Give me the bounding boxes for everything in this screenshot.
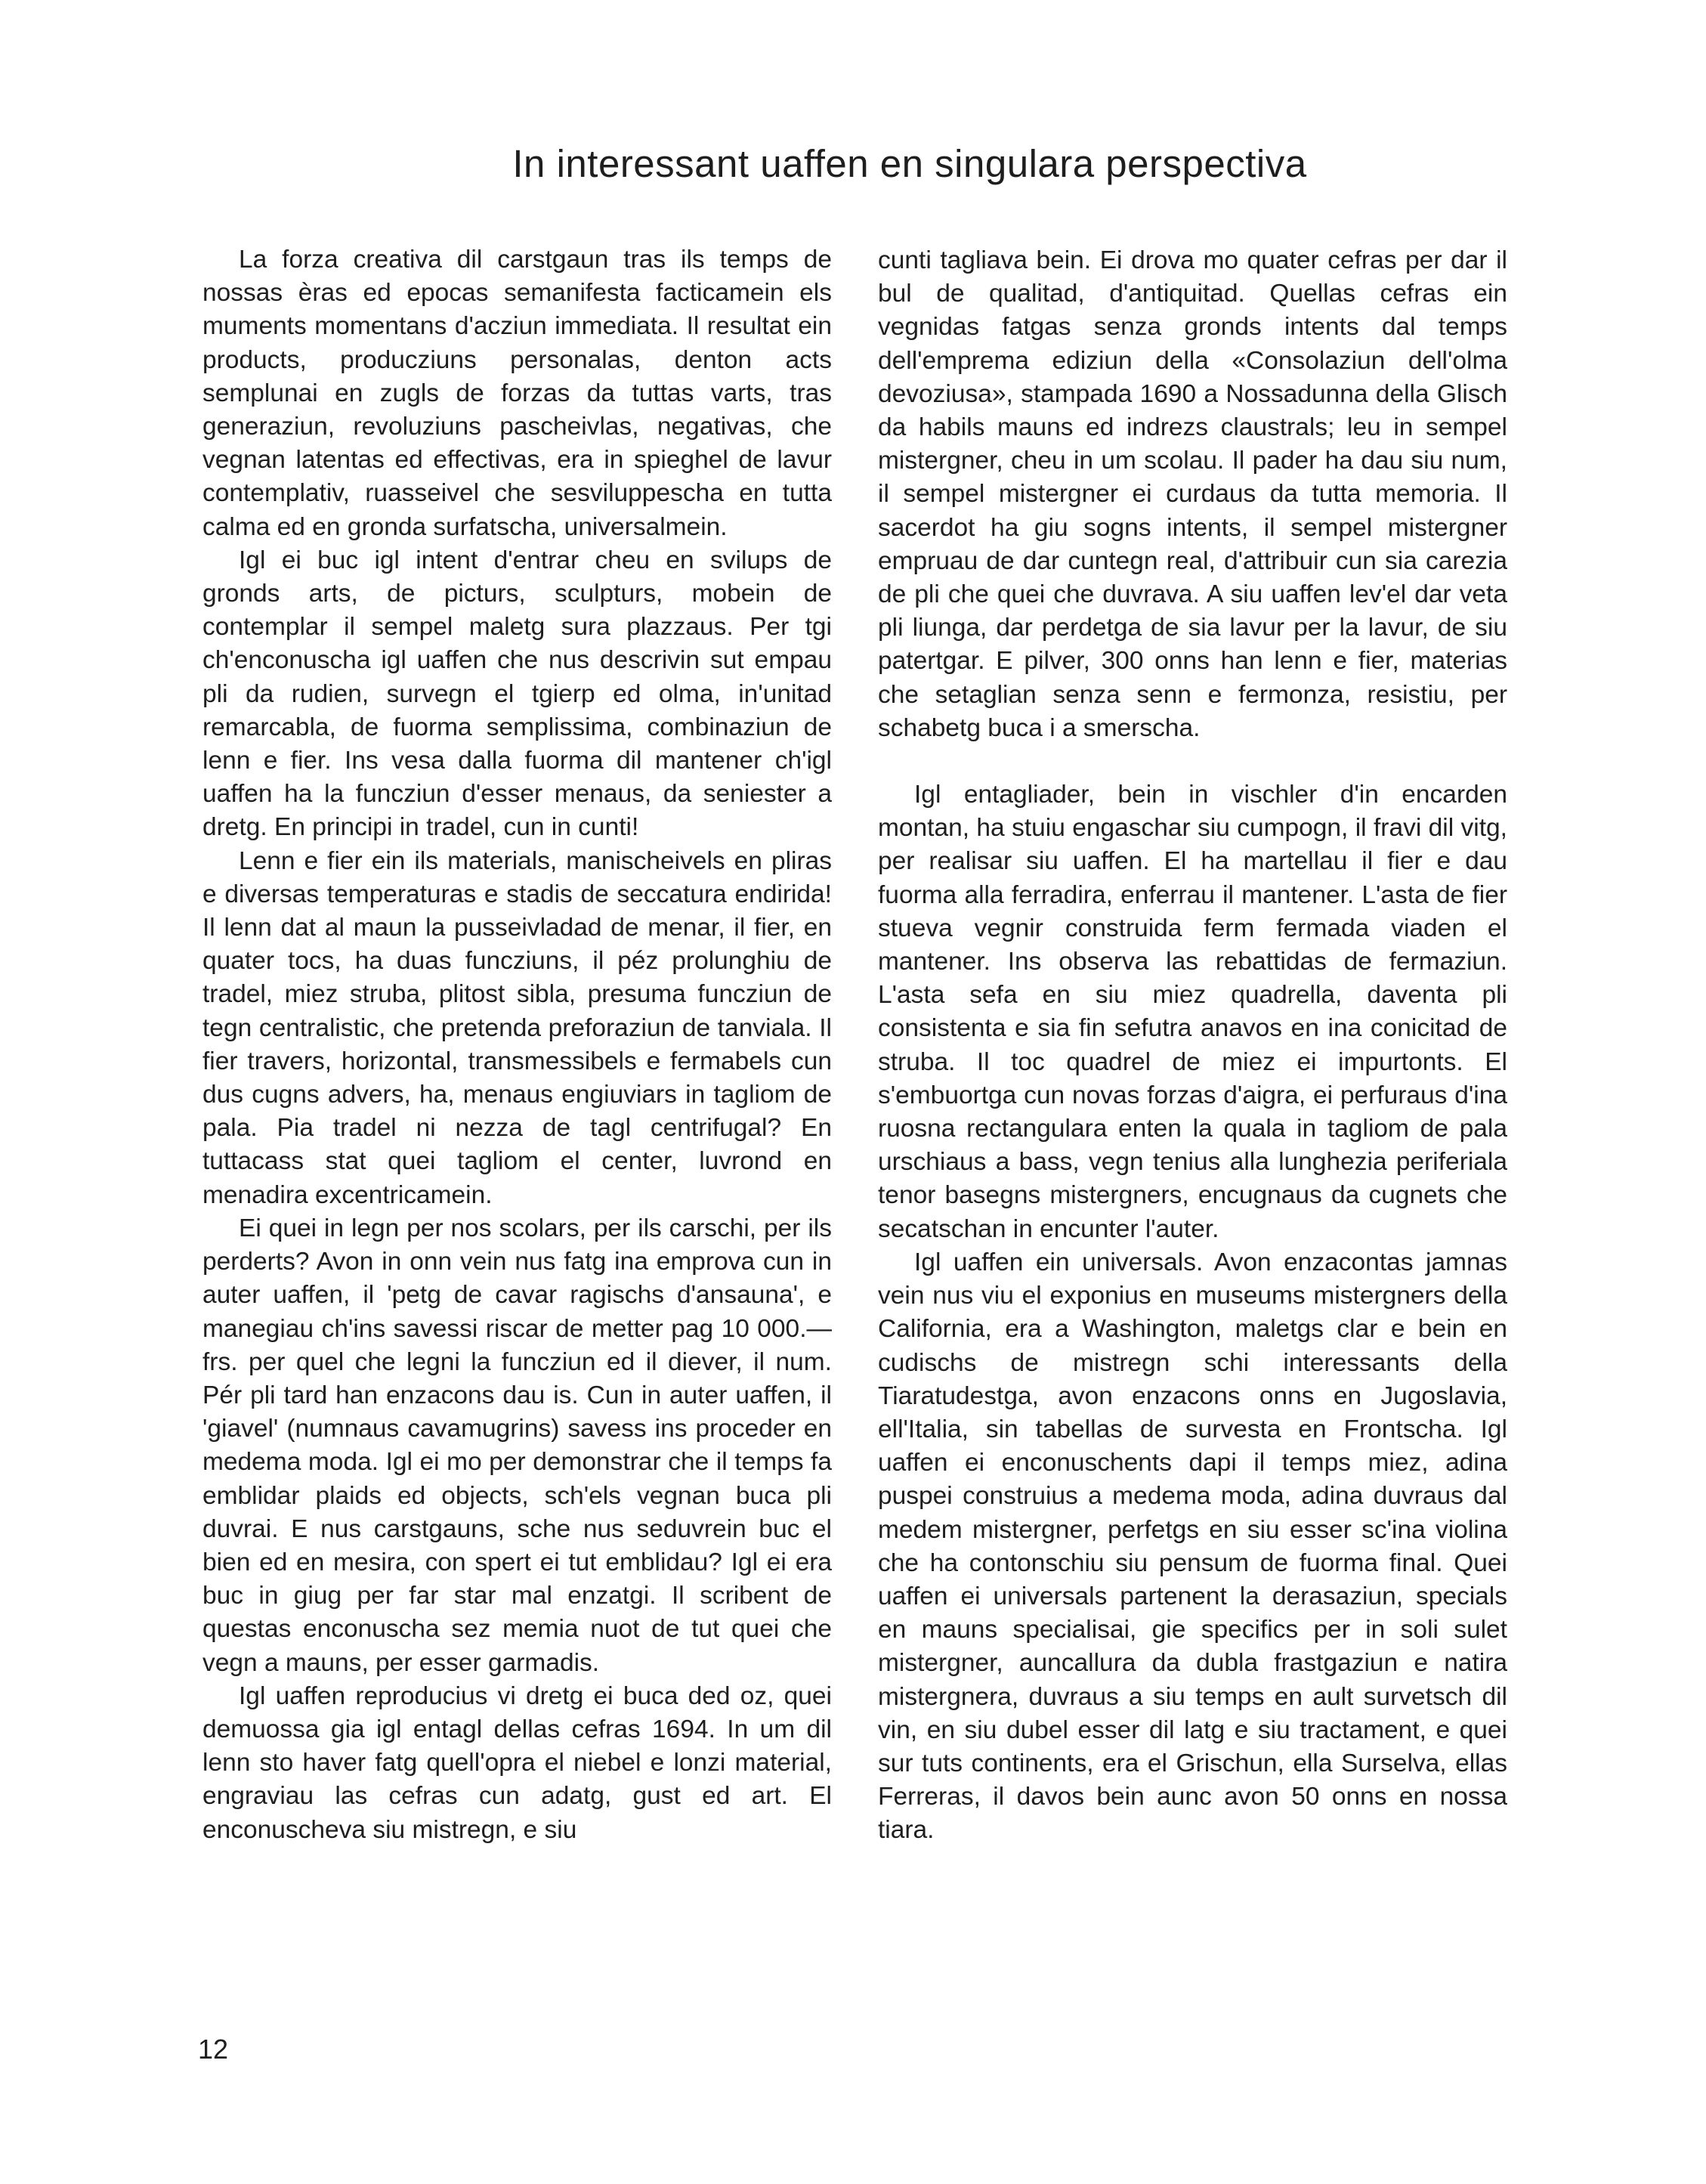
paragraph: Igl ei buc igl intent d'entrar cheu en svilups de gronds arts, de picturs, sculpturs, mobein de contemplar il sempel maletg sura plazzaus. Per tgi ch'enconuscha igl uaffen che nus descrivin sut empau pli da rudien, survegn el tgierp ed olma, in'unitad remarcabla, de fuorma semplissima, combinaziun de lenn e fier. Ins vesa dalla fuorma dil mantener ch'igl uaffen ha la funcziun d'esser menaus, da seniester a dretg. En principi in tradel, cun in cunti!: [202, 546, 832, 842]
paragraph: La forza creativa dil carstgaun tras ils temps de nossas èras ed epocas semanifesta facticamein els muments momentans d'acziun immediata. Il resultat ein products, producziuns personalas, denton acts semplunai en zugls de forzas da tuttas varts, tras generaziun, revoluziuns pascheivlas, negativas, che vegnan latentas ed effectivas, era in spieghel de lavur contemplativ, ruasseivel che sesviluppescha en tutta calma ed en gronda surfatscha, universalmein.: [202, 246, 832, 541]
paragraph: Igl uaffen ein universals. Avon enzacontas jamnas vein nus viu el exponius en museums mistergners della California, era a Washington, maletgs clar e bein en cudischs de mistregn schi interessants della Tiaratudestga, avon enzacons onns en Jugoslavia, ell'Italia, sin tabellas de survesta en Frontscha. Igl uaffen ei enconuschents dapi il temps miez, adina puspei construius a medema moda, adina duvraus dal medem mistergner, perfetgs en siu esser sc'ina violina che ha contonschiu siu pensum de fuorma final. Quei uaffen ei universals partenent la derasaziun, specials en mauns specialisai, gie specifics per in soli sulet mistergner, auncallura da dubla frastgaziun e natira mistergnera, duvraus a siu temps en ault survetsch dil vin, en siu dubel esser dil latg e siu tractament, e quei sur tuts continents, era el Grischun, ella Surselva, ellas Ferreras, il davos bein aunc avon 50 onns en nossa tiara.: [878, 1248, 1507, 1845]
right-column: [878, 244, 1507, 1848]
paragraph-continued: cunti tagliava bein. Ei drova mo quater cefras per dar il bul de qualitad, d'antiquitad. Quellas cefras ein vegnidas fatgas senza gronds intents dal temps dell'emprema ediziun della «Consolaziun dell'olma devoziusa», stampada 1690 a Nossadunna della Glisch da habils mauns ed indrezs claustrals; leu in sempel mistergner, cheu in um scolau. Il pader ha dau siu num, il sempel mistergner ei curdaus da tutta memoria. Il sacerdot ha giu sogns intents, il sempel mistergner empruau de dar cuntegn real, d'attribuir cun sia carezia de pli che quei che duvrava. A siu uaffen lev'el dar veta pli liunga, dar perdetga de sia lavur per la lavur, de siu patertgar. E pilver, 300 onns han lenn e fier, materias che setaglian senza senn e fermonza, resistiu, per schabetg buca i a smerscha.: [878, 246, 1507, 742]
left-column: [202, 243, 832, 1847]
paragraph: Ei quei in legn per nos scolars, per ils carschi, per ils perderts? Avon in onn vein nus fatg ina emprova cun in auter uaffen, il 'petg de cavar ragischs d'ansauna', e manegiau ch'ins savessi riscar de metter pag 10 000.— frs. per quel che legni la funcziun ed il diever, il num. Pér pli tard han enzacons dau is. Cun in auter uaffen, il 'giavel' (numnaus cavamugrins) savess ins proceder en medema moda. Igl ei mo per demonstrar che il temps fa emblidar plaids ed objects, sch'els vegnan buca pli duvrai. E nus carstgauns, sche nus seduvrein buc el bien ed en mesira, con spert ei tut emblidau? Igl ei era buc in giug per far star mal enzatgi. Il scribent de questas enconuscha sez memia nuot de tut quei che vegn a mauns, per esser garmadis.: [202, 1214, 832, 1677]
page-title: In interessant uaffen en singulara perspectiva: [512, 142, 1307, 185]
paragraph: Igl uaffen reproducius vi dretg ei buca ded oz, quei demuossa gia igl entagl dellas cefras 1694. In um dil lenn sto haver fatg quell'opra el niebel e lonzi material, engraviau las cefras cun adatg, gust ed art. El enconuscheva siu mistregn, e siu: [202, 1681, 832, 1844]
page-number: 12: [198, 2034, 229, 2065]
paragraph: Lenn e fier ein ils materials, manischeivels en pliras e diversas temperaturas e stadis de seccatura endirida! Il lenn dat al maun la pusseivladad de menar, il fier, en quater tocs, ha duas funcziuns, il péz prolunghiu de tradel, miez struba, plitost sibla, presuma funcziun de tegn centralistic, che pretenda preforaziun de tanviala. Il fier travers, horizontal, transmessibels e fermabels cun dus cugns advers, ha, menaus engiuviars in tagliom de pala. Pia tradel ni nezza de tagl centrifugal? En tuttacass stat quei tagliom el center, luvrond en menadira excentricamein.: [202, 846, 832, 1209]
paragraph: Igl entagliader, bein in vischler d'in encarden montan, ha stuiu engaschar siu cumpogn, il fravi dil vitg, per realisar siu uaffen. El ha martellau il fier e dau fuorma alla ferradira, enferrau il mantener. L'asta de fier stueva vegnir construida ferm fermada viaden el mantener. Ins observa las rebattidas de fermaziun. L'asta sefa en siu miez quadrella, daventa pli consistenta e sia fin sefutra anavos en ina conicitad de struba. Il toc quadrel de miez ei impurtonts. El s'embuortga cun novas forzas d'aigra, ei perfuraus d'ina ruosna rectangulara enten la quala in tagliom de pala urschiaus a bass, vegn tenius alla lunghezia periferiala tenor basegns mistergners, encugnaus da cugnets che secatschan in encunter l'auter.: [878, 781, 1507, 1243]
